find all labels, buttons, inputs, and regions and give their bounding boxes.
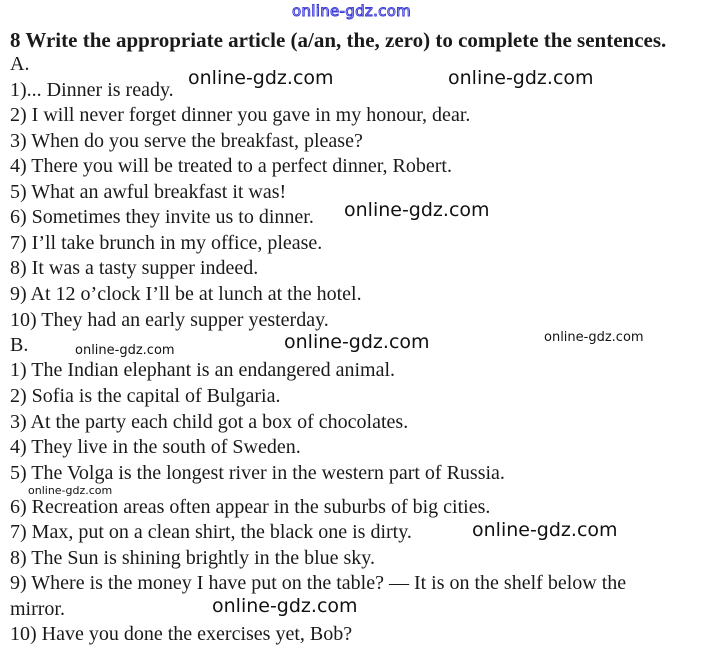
sentence-b4: 4) They live in the south of Sweden.	[10, 436, 301, 458]
watermark: online-gdz.com	[28, 484, 113, 497]
sentence-b3: 3) At the party each child got a box of chocolates.	[10, 411, 409, 433]
sentence-a4: 4) There you will be treated to a perfect dinner, Robert.	[10, 155, 452, 177]
sentence-b1: 1) The Indian elephant is an endangered animal.	[10, 359, 396, 381]
sentence-a3: 3) When do you serve the breakfast, please?	[10, 130, 363, 152]
watermark: online-gdz.com	[448, 67, 594, 89]
header-watermark: online-gdz.com	[292, 2, 412, 20]
watermark: online-gdz.com	[544, 330, 644, 345]
sentence-b2: 2) Sofia is the capital of Bulgaria.	[10, 385, 281, 407]
sentence-a5: 5) What an awful breakfast it was!	[10, 181, 287, 203]
watermark: online-gdz.com	[344, 199, 490, 221]
watermark: online-gdz.com	[284, 331, 430, 353]
sentence-a9: 9) At 12 o’clock I’ll be at lunch at the hotel.	[10, 283, 362, 305]
sentence-b10: 10) Have you done the exercises yet, Bob?	[10, 623, 353, 645]
sentence-a10: 10) They had an early supper yesterday.	[10, 309, 329, 331]
sentence-b7: 7) Max, put on a clean shirt, the black one is dirty.	[10, 521, 412, 543]
sentence-a7: 7) I’ll take brunch in my office, please.	[10, 232, 323, 254]
watermark: online-gdz.com	[212, 595, 358, 617]
section-b-label: B.	[10, 334, 29, 356]
sentence-b9-continuation: mirror.	[10, 598, 65, 620]
sentence-b8: 8) The Sun is shining brightly in the blue sky.	[10, 547, 375, 569]
watermark: online-gdz.com	[75, 343, 175, 358]
sentence-a1: 1)... Dinner is ready.	[10, 79, 174, 101]
sentence-a8: 8) It was a tasty supper indeed.	[10, 257, 259, 279]
sentence-a6: 6) Sometimes they invite us to dinner.	[10, 206, 314, 228]
section-a-label: A.	[10, 53, 30, 75]
sentence-b9: 9) Where is the money I have put on the table? — It is on the shelf below the	[10, 572, 627, 594]
exercise-title: 8 Write the appropriate article (a/an, the, zero) to complete the sentences.	[10, 28, 667, 52]
sentence-b5: 5) The Volga is the longest river in the western part of Russia.	[10, 462, 505, 484]
watermark: online-gdz.com	[188, 67, 334, 89]
sentence-b6: 6) Recreation areas often appear in the suburbs of big cities.	[10, 496, 491, 518]
watermark: online-gdz.com	[472, 519, 618, 541]
sentence-a2: 2) I will never forget dinner you gave in my honour, dear.	[10, 104, 471, 126]
